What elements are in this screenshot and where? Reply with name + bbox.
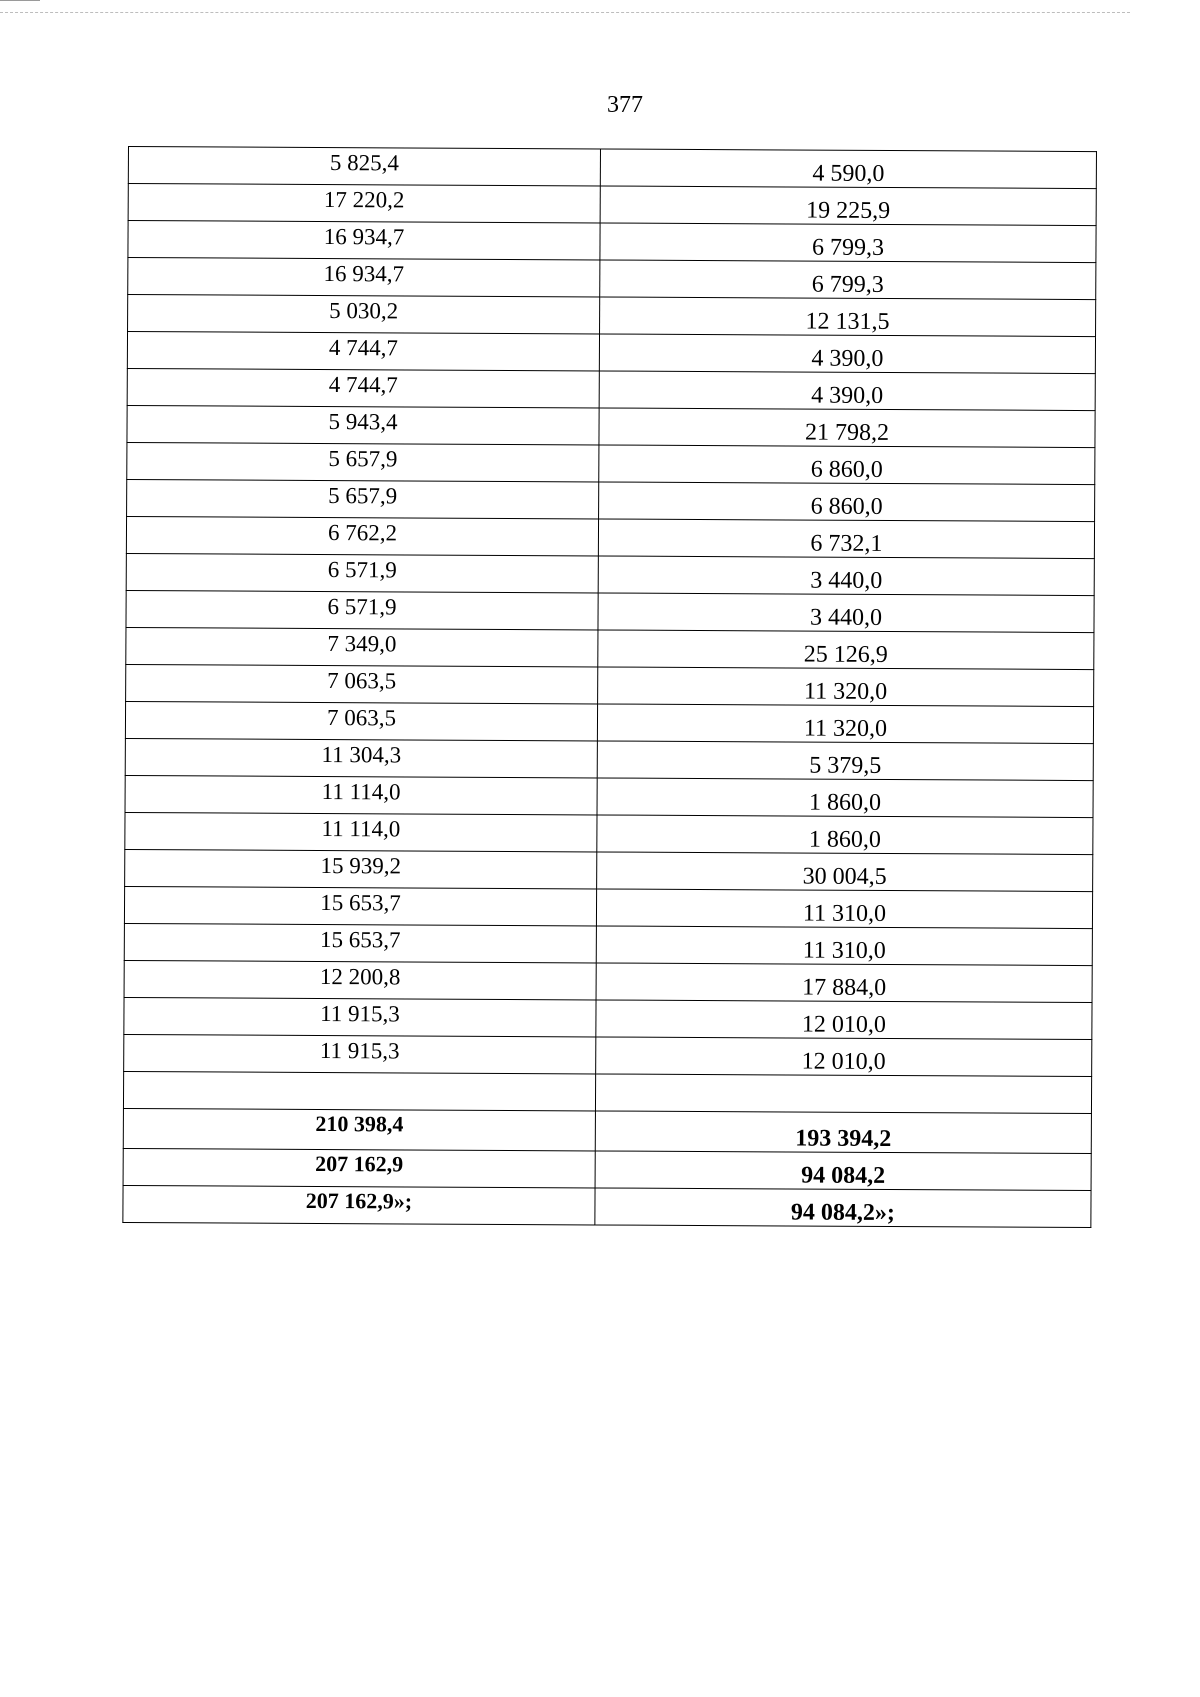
table-row	[125, 812, 1093, 854]
table-row	[124, 886, 1092, 928]
table-row	[125, 738, 1093, 780]
table-cell-right: 12 010,0	[596, 1037, 1092, 1077]
table-row	[128, 221, 1096, 263]
blank-row	[123, 1071, 1091, 1113]
table-row	[125, 701, 1093, 743]
table-cell-left: 11 114,0	[125, 775, 597, 814]
scan-edge-line	[0, 12, 1130, 13]
table-cell-left: 17 220,2	[128, 184, 600, 223]
total-row	[123, 1185, 1091, 1227]
table-cell-left: 5 657,9	[127, 479, 599, 518]
total-cell-right: 193 394,2	[595, 1111, 1091, 1154]
table-cell-left: 6 571,9	[126, 553, 598, 592]
table-cell-right: 1 860,0	[597, 778, 1093, 818]
table-cell-right: 5 379,5	[597, 741, 1093, 781]
table-row	[124, 997, 1092, 1039]
table-cell-right: 30 004,5	[597, 852, 1093, 892]
table-cell-left: 5 825,4	[128, 147, 600, 186]
table-row	[124, 960, 1092, 1002]
table-cell-right: 21 798,2	[599, 408, 1095, 448]
table-cell-left: 5 657,9	[127, 442, 599, 481]
table-cell-left: 5 943,4	[127, 405, 599, 444]
total-cell-left: 210 398,4	[123, 1108, 595, 1150]
table-cell-left: 7 063,5	[125, 701, 597, 740]
table-cell-right: 6 860,0	[599, 482, 1095, 522]
table-cell-left: 7 063,5	[126, 664, 598, 703]
table-row	[127, 442, 1095, 484]
table-row	[124, 1034, 1092, 1076]
table-row	[127, 332, 1095, 374]
total-cell-right: 94 084,2	[595, 1151, 1091, 1191]
table-cell-left: 11 114,0	[125, 812, 597, 851]
table-row	[126, 664, 1094, 706]
table-cell-left: 5 030,2	[128, 295, 600, 334]
table-row	[125, 849, 1093, 891]
table-row	[127, 479, 1095, 521]
table-row	[126, 590, 1094, 632]
table-cell-right: 1 860,0	[597, 815, 1093, 855]
table-cell-left: 15 939,2	[125, 849, 597, 888]
table-cell-right: 4 390,0	[599, 334, 1095, 374]
scan-edge-mark	[0, 0, 40, 1]
table-cell-left: 16 934,7	[128, 258, 600, 297]
table-row	[124, 923, 1092, 965]
table-cell-right: 11 310,0	[596, 889, 1092, 929]
total-cell-left: 207 162,9	[123, 1148, 595, 1187]
table-cell-right: 6 860,0	[599, 445, 1095, 485]
table-cell-right: 11 310,0	[596, 926, 1092, 966]
table-row	[126, 627, 1094, 669]
table-cell-right: 6 799,3	[600, 223, 1096, 263]
table-row	[128, 295, 1096, 337]
table-row	[128, 147, 1096, 189]
total-cell-left: 207 162,9»;	[123, 1185, 595, 1224]
table-cell-left: 6 571,9	[126, 590, 598, 629]
table-cell-left: 15 653,7	[124, 886, 596, 925]
table-row	[127, 405, 1095, 447]
table-cell-right: 11 320,0	[597, 704, 1093, 744]
table-row	[126, 516, 1094, 558]
table-cell-left: 4 744,7	[127, 368, 599, 407]
table-cell-right: 17 884,0	[596, 963, 1092, 1003]
data-table	[122, 146, 1097, 1228]
table-cell-right: 19 225,9	[600, 186, 1096, 226]
table-cell-left: 6 762,2	[126, 516, 598, 555]
table-cell-left: 11 915,3	[124, 997, 596, 1036]
table-row	[126, 553, 1094, 595]
table-cell-right: 6 732,1	[598, 519, 1094, 559]
table-cell-left: 11 915,3	[124, 1034, 596, 1073]
table-cell-right: 3 440,0	[598, 593, 1094, 633]
total-row	[123, 1108, 1091, 1153]
table-row	[127, 368, 1095, 410]
table-row	[128, 184, 1096, 226]
table-cell-left: 16 934,7	[128, 221, 600, 260]
table-cell-right: 4 390,0	[599, 371, 1095, 411]
page-number: 377	[607, 92, 643, 118]
table-cell-right: 12 131,5	[600, 297, 1096, 337]
table-cell-right: 11 320,0	[598, 667, 1094, 707]
table-cell-right: 3 440,0	[598, 556, 1094, 596]
table-cell-left	[123, 1071, 595, 1110]
table-row	[128, 258, 1096, 300]
table-cell-right: 25 126,9	[598, 630, 1094, 670]
table-cell-left: 15 653,7	[124, 923, 596, 962]
table-row	[125, 775, 1093, 817]
table-cell-right: 4 590,0	[600, 149, 1096, 189]
table-cell-left: 4 744,7	[127, 332, 599, 371]
table-cell-left: 11 304,3	[125, 738, 597, 777]
table-cell-left: 7 349,0	[126, 627, 598, 666]
table-cell-right: 12 010,0	[596, 1000, 1092, 1040]
table-cell-right: 6 799,3	[600, 260, 1096, 300]
table-cell-left: 12 200,8	[124, 960, 596, 999]
total-cell-right: 94 084,2»;	[595, 1188, 1091, 1228]
table-cell-right	[595, 1074, 1091, 1114]
total-row	[123, 1148, 1091, 1190]
